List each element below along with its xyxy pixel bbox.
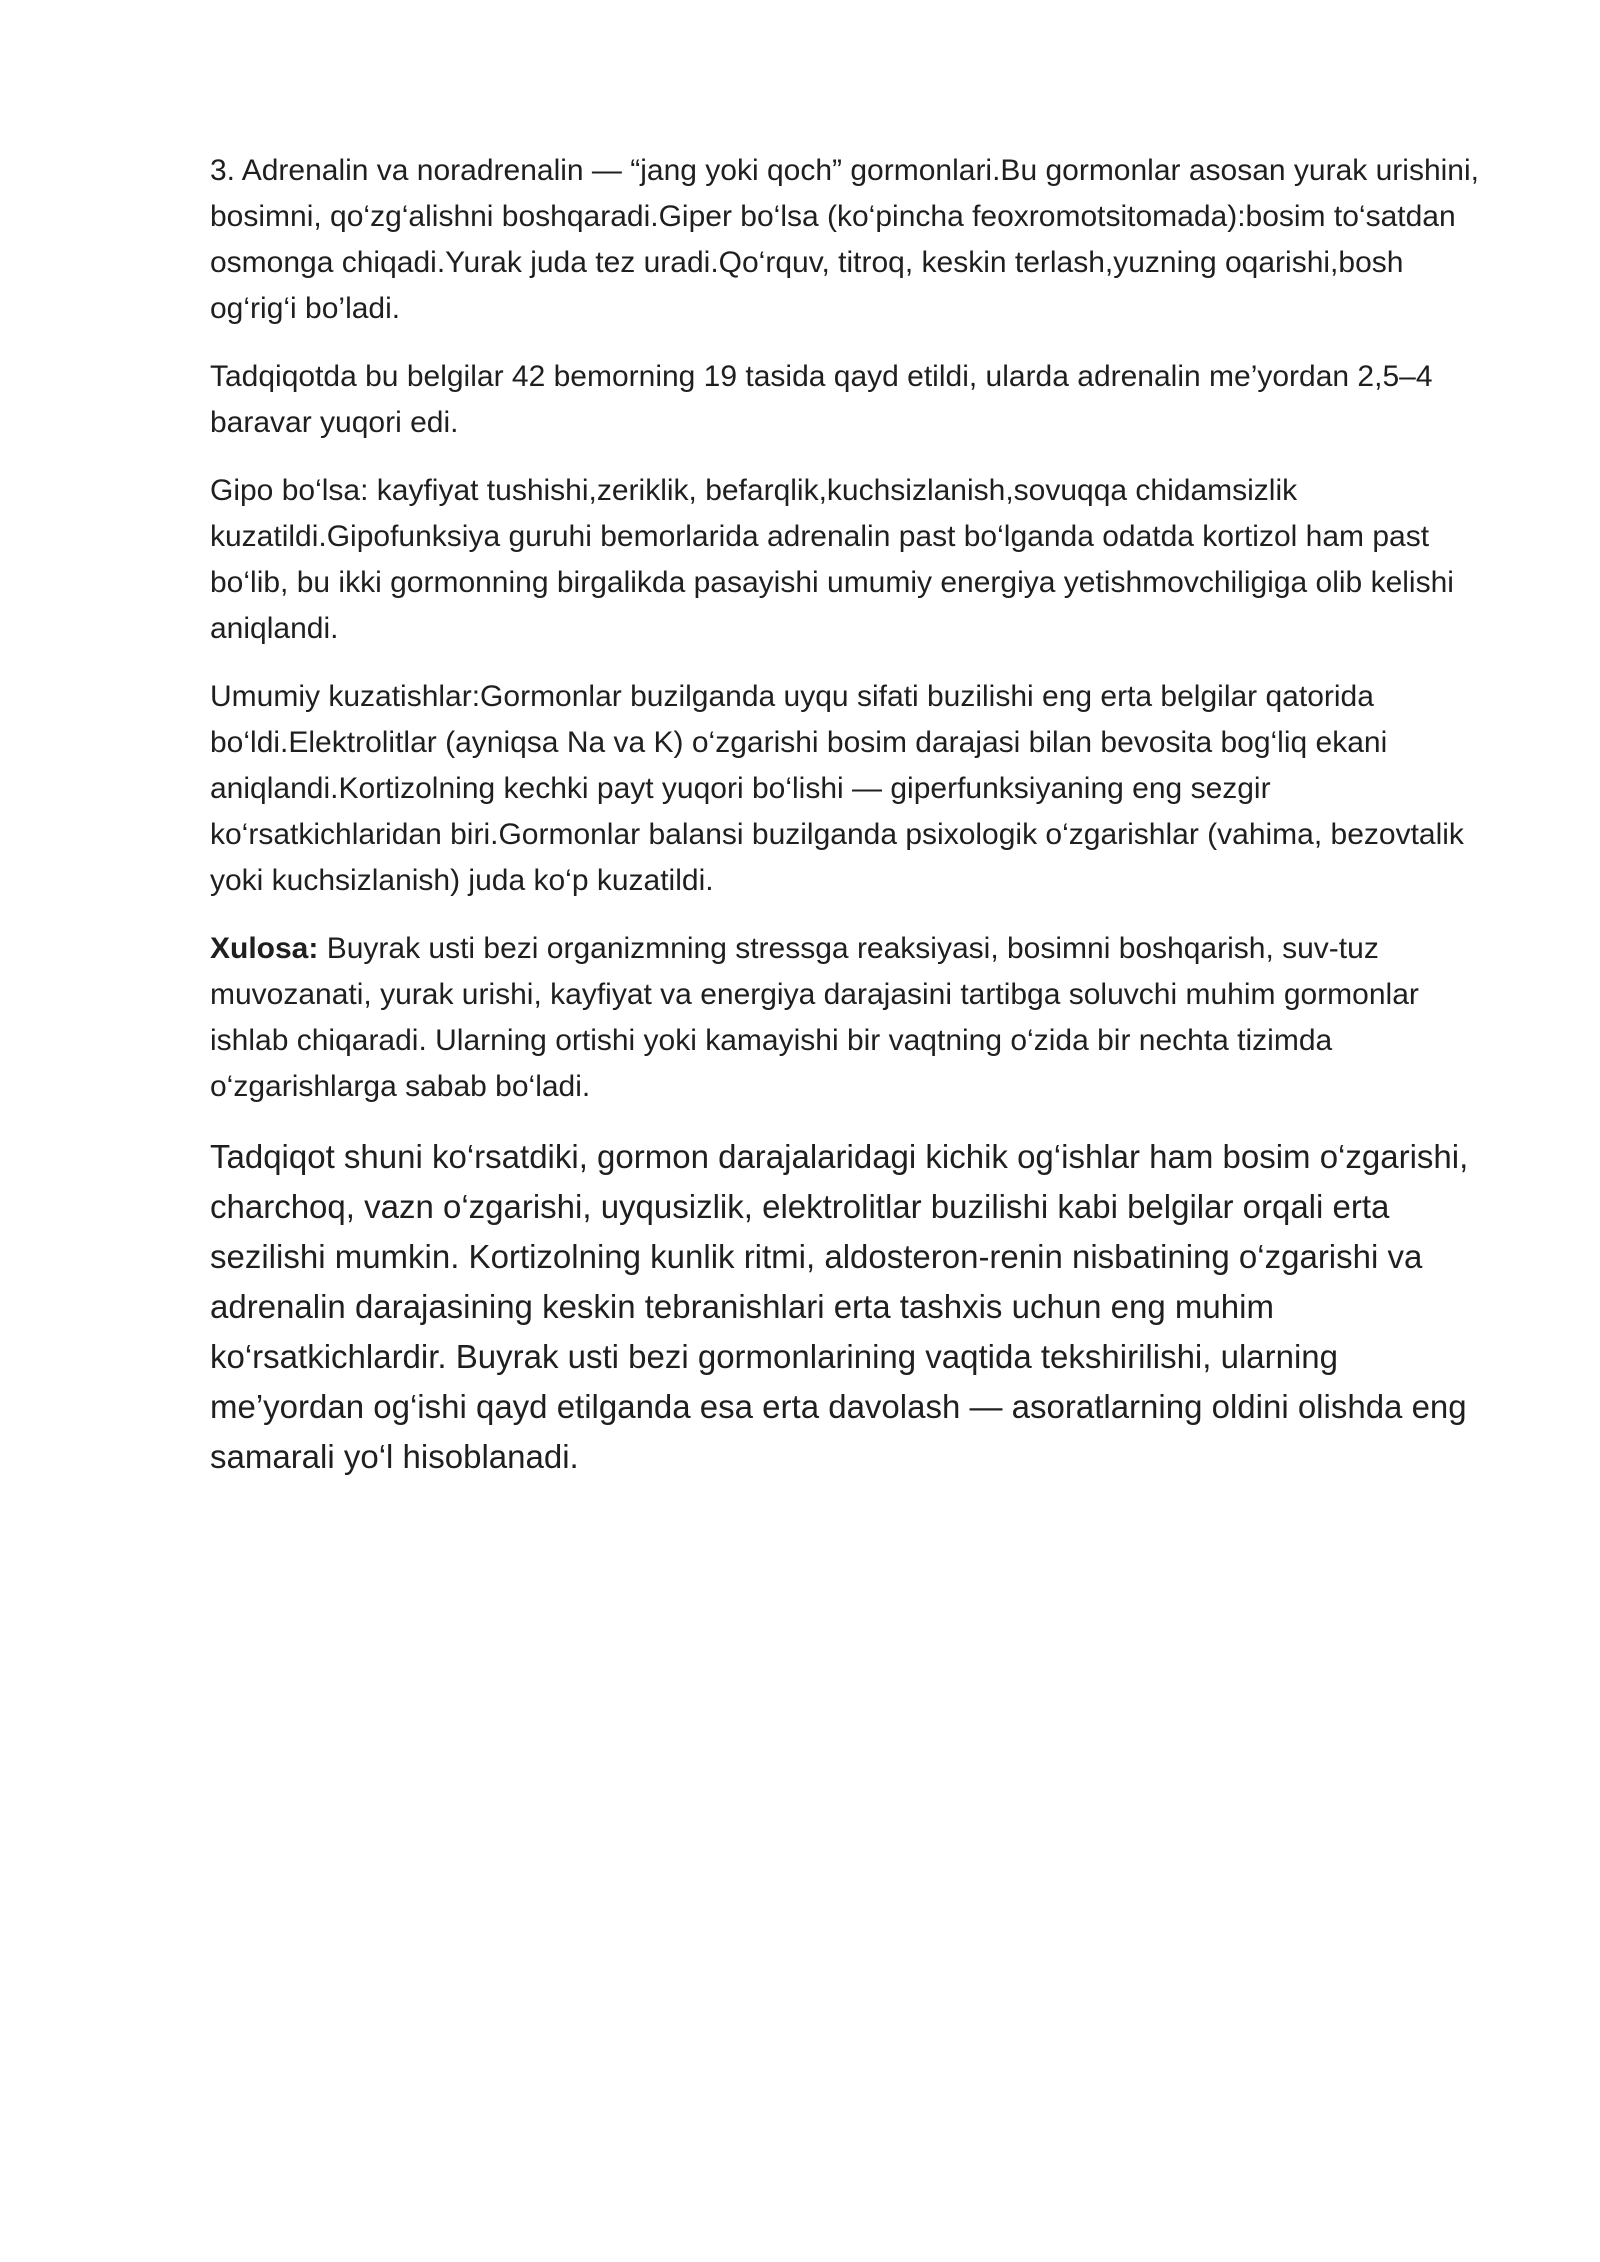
paragraph-final: Tadqiqot shuni ko‘rsatdiki, gormon darajalaridagi kichik og‘ishlar ham bosim o‘zgarishi, charchoq, vazn o‘zgarishi, uyqusizlik, elektrolitlar buzilishi kabi belgilar orqali erta sezilishi mumkin. Kortizolning kunlik ritmi, aldosteron-renin nisbatining o‘zgarishi va adrenalin darajasining keskin tebranishlari erta tashxis uchun eng muhim ko‘rsatkichlardir. Buyrak usti bezi gormonlarining vaqtida tekshirilishi, ularning me’yordan og‘ishi qayd etilganda esa erta davolash — asoratlarning oldini olishda eng samarali yo‘l hisoblanadi. <box>210 1138 1469 1475</box>
paragraph-general-observations: Umumiy kuzatishlar:Gormonlar buzilganda uyqu sifati buzilishi eng erta belgilar qatorida bo‘ldi.Elektrolitlar (ayniqsa Na va K) o‘zgarishi bosim darajasi bilan bevosita bog‘liq ekani aniqlandi.Kortizolning kechki payt yuqori bo‘lishi — giperfunksiyaning eng sezgir ko‘rsatkichlaridan biri.Gormonlar balansi buzilganda psixologik o‘zgarishlar (vahima, bezovtalik yoki kuchsizlanish) juda ko‘p kuzatildi. <box>210 680 1464 897</box>
paragraph-study-findings: Tadqiqotda bu belgilar 42 bemorning 19 tasida qayd etildi, ularda adrenalin me’yordan 2,5–4 baravar yuqori edi. <box>210 360 1433 439</box>
paragraph-hypofunction: Gipo bo‘lsa: kayfiyat tushishi,zeriklik, befarqlik,kuchsizlanish,sovuqqa chidamsizlik kuzatildi.Gipofunksiya guruhi bemorlarida adrenalin past bo‘lganda odatda kortizol ham past bo‘lib, bu ikki gormonning birgalikda pasayishi umumiy energiya yetishmovchiligiga olib kelishi aniqlandi. <box>210 474 1454 645</box>
document-body <box>210 148 1490 1482</box>
paragraph-conclusion <box>210 926 1490 1110</box>
conclusion-text: Buyrak usti bezi organizmning stressga reaksiyasi, bosimni boshqarish, suv-tuz muvozanati, yurak urishi, kayfiyat va energiya darajasini tartibga soluvchi muhim gormonlar ishlab chiqaradi. Ularning ortishi yoki kamayishi bir vaqtning o‘zida bir nechta tizimda o‘zgarishlarga sabab bo‘ladi. <box>210 932 1419 1103</box>
paragraph-adrenalin: 3. Adrenalin va noradrenalin — “jang yoki qoch” gormonlari.Bu gormonlar asosan yurak urishini, bosimni, qo‘zg‘alishni boshqaradi.Giper bo‘lsa (ko‘pincha feoxromotsitomada):bosim to‘satdan osmonga chiqadi.Yurak juda tez uradi.Qo‘rquv, titroq, keskin terlash,yuzning oqarishi,bosh og‘rig‘i bo’ladi. <box>210 154 1479 325</box>
conclusion-label: Xulosa: <box>210 932 319 965</box>
